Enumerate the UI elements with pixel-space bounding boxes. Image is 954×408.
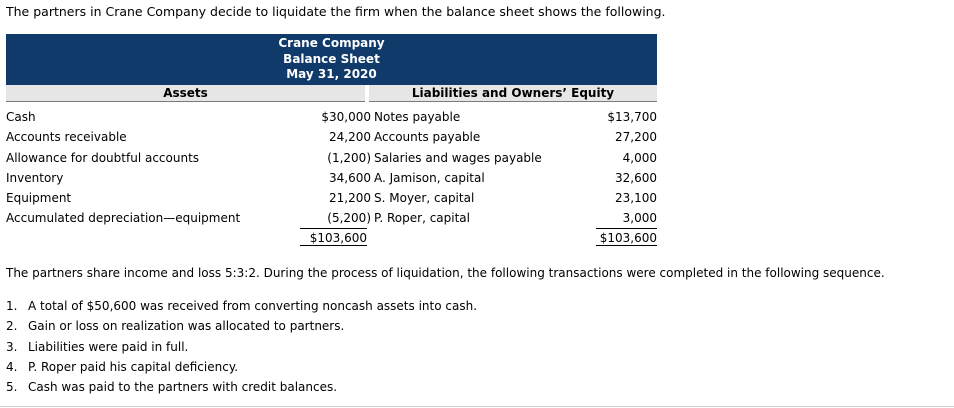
list-item bbox=[6, 357, 477, 377]
total-assets: $103,600 bbox=[300, 228, 367, 246]
liability-amount: 3,000 bbox=[622, 211, 657, 226]
balance-sheet-rows bbox=[6, 107, 657, 229]
list-text: Cash was paid to the partners with credit balances. bbox=[28, 380, 338, 395]
asset-label: Accumulated depreciation—equipment bbox=[6, 211, 241, 226]
assets-column-header: Assets bbox=[6, 85, 365, 102]
liabilities-column-header: Liabilities and Owners’ Equity bbox=[369, 85, 657, 102]
liability-amount: 4,000 bbox=[622, 150, 657, 165]
liability-amount: 32,600 bbox=[615, 170, 657, 185]
list-number: 4. bbox=[6, 359, 18, 374]
asset-label: Inventory bbox=[6, 170, 64, 185]
intro-text: The partners in Crane Company decide to liquidate the firm when the balance sheet shows the following. bbox=[6, 4, 666, 19]
company-name: Crane Company bbox=[278, 36, 385, 50]
liability-label: Notes payable bbox=[374, 110, 461, 124]
statement-date: May 31, 2020 bbox=[286, 67, 377, 81]
list-text: P. Roper paid his capital deficiency. bbox=[28, 359, 239, 374]
bottom-divider bbox=[0, 406, 954, 407]
list-text: A total of $50,600 was received from converting noncash assets into cash. bbox=[28, 299, 478, 313]
table-row bbox=[6, 168, 657, 188]
list-number: 2. bbox=[6, 319, 18, 334]
asset-label: Accounts receivable bbox=[6, 130, 127, 145]
liability-amount: $13,700 bbox=[607, 110, 657, 124]
asset-amount: 24,200 bbox=[329, 130, 371, 145]
liability-label: Salaries and wages payable bbox=[374, 150, 542, 165]
table-row bbox=[6, 107, 657, 127]
liability-amount: 27,200 bbox=[615, 130, 657, 145]
list-text: Gain or loss on realization was allocated to partners. bbox=[28, 319, 345, 334]
asset-amount: (5,200) bbox=[327, 211, 371, 226]
total-liabilities-equity: $103,600 bbox=[596, 228, 657, 246]
list-text: Liabilities were paid in full. bbox=[28, 339, 189, 354]
table-row bbox=[6, 148, 657, 168]
asset-amount: 21,200 bbox=[329, 191, 371, 206]
liability-label: S. Moyer, capital bbox=[374, 191, 475, 206]
statement-name: Balance Sheet bbox=[283, 51, 380, 66]
totals-row bbox=[6, 228, 657, 248]
table-row bbox=[6, 127, 657, 147]
asset-amount: (1,200) bbox=[327, 150, 371, 165]
partners-text: The partners share income and loss 5:3:2. During the process of liquidation, the following transactions were completed in the following sequence. bbox=[6, 266, 885, 280]
liability-label: Accounts payable bbox=[374, 130, 481, 145]
table-row bbox=[6, 208, 657, 228]
list-number: 3. bbox=[6, 339, 18, 354]
balance-sheet-header bbox=[6, 34, 657, 85]
liability-amount: 23,100 bbox=[615, 191, 657, 206]
list-item bbox=[6, 296, 477, 316]
asset-label: Equipment bbox=[6, 191, 72, 206]
liability-label: A. Jamison, capital bbox=[374, 170, 485, 185]
list-item bbox=[6, 316, 477, 336]
list-item bbox=[6, 377, 477, 397]
asset-amount: $30,000 bbox=[321, 110, 371, 124]
asset-label: Cash bbox=[6, 110, 36, 124]
list-item bbox=[6, 337, 477, 357]
asset-amount: 34,600 bbox=[329, 170, 371, 185]
transaction-list bbox=[6, 296, 477, 397]
liability-label: P. Roper, capital bbox=[374, 211, 470, 226]
list-number: 1. bbox=[6, 299, 18, 313]
asset-label: Allowance for doubtful accounts bbox=[6, 150, 200, 165]
list-number: 5. bbox=[6, 380, 18, 395]
table-row bbox=[6, 188, 657, 208]
